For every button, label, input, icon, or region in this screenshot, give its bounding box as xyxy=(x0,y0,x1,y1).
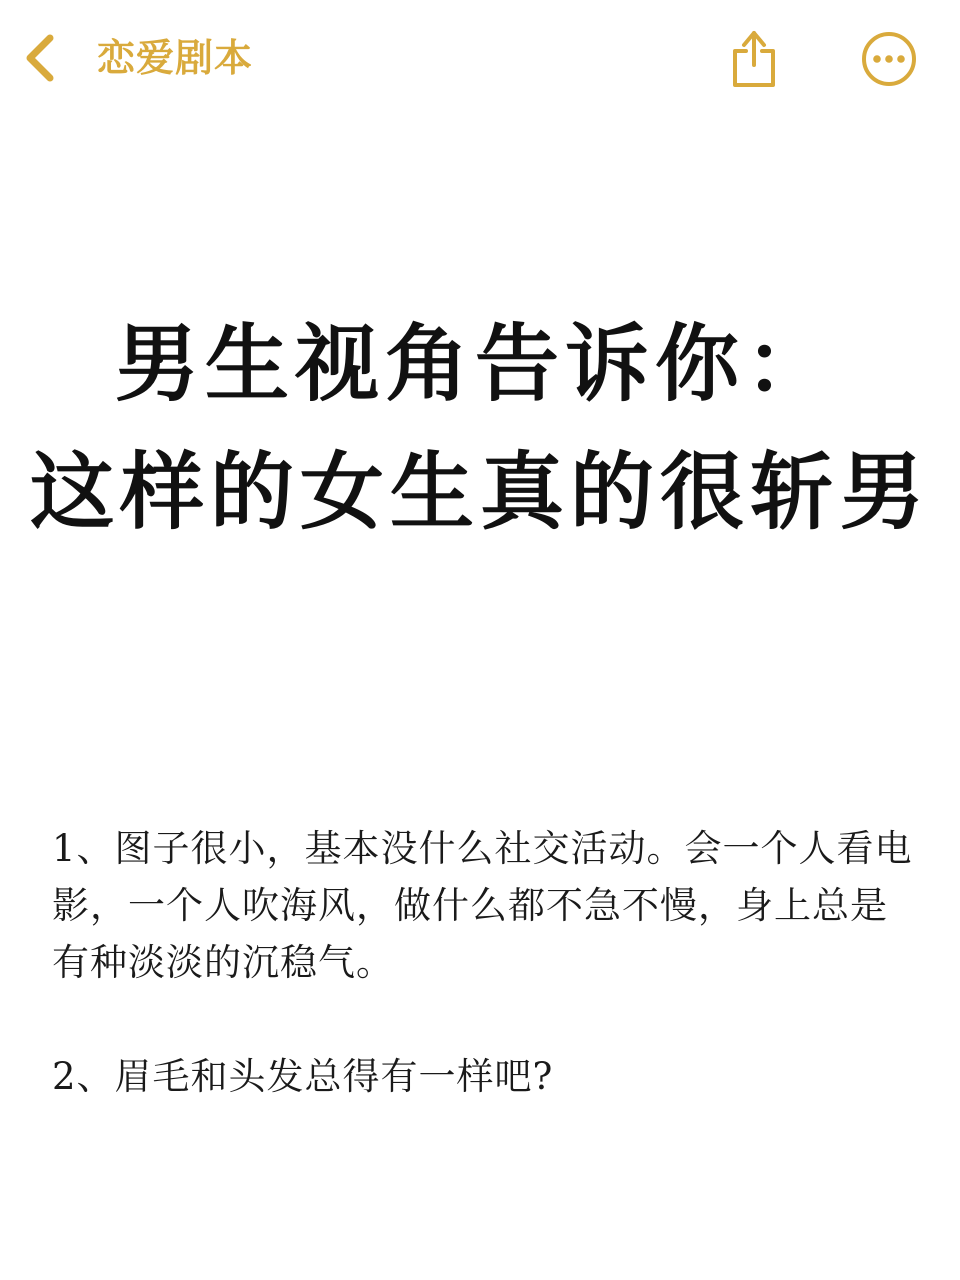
note-headline xyxy=(0,300,960,556)
headline-line-1: 男生视角告诉你： xyxy=(114,314,835,413)
more-options-button[interactable] xyxy=(858,28,920,90)
headline-line-2: 这样的女生真的很斩男 xyxy=(29,442,930,541)
folder-title: 恋爱剧本 xyxy=(97,36,254,80)
note-body xyxy=(52,820,914,1105)
top-navigation-bar xyxy=(0,0,960,118)
back-button[interactable] xyxy=(14,30,66,86)
more-horizontal-circle-icon xyxy=(860,30,918,88)
share-button[interactable] xyxy=(724,22,784,90)
body-paragraph-2: 2、眉毛和头发总得有一样吧? xyxy=(52,1055,554,1098)
body-paragraph-1: 1、图子很小，基本没什么社交活动。会一个人看电影，一个人吹海风，做什么都不急不慢，身上总是有种淡淡的沉稳气。 xyxy=(52,827,913,984)
chevron-left-icon xyxy=(20,32,60,84)
share-icon xyxy=(726,23,782,89)
